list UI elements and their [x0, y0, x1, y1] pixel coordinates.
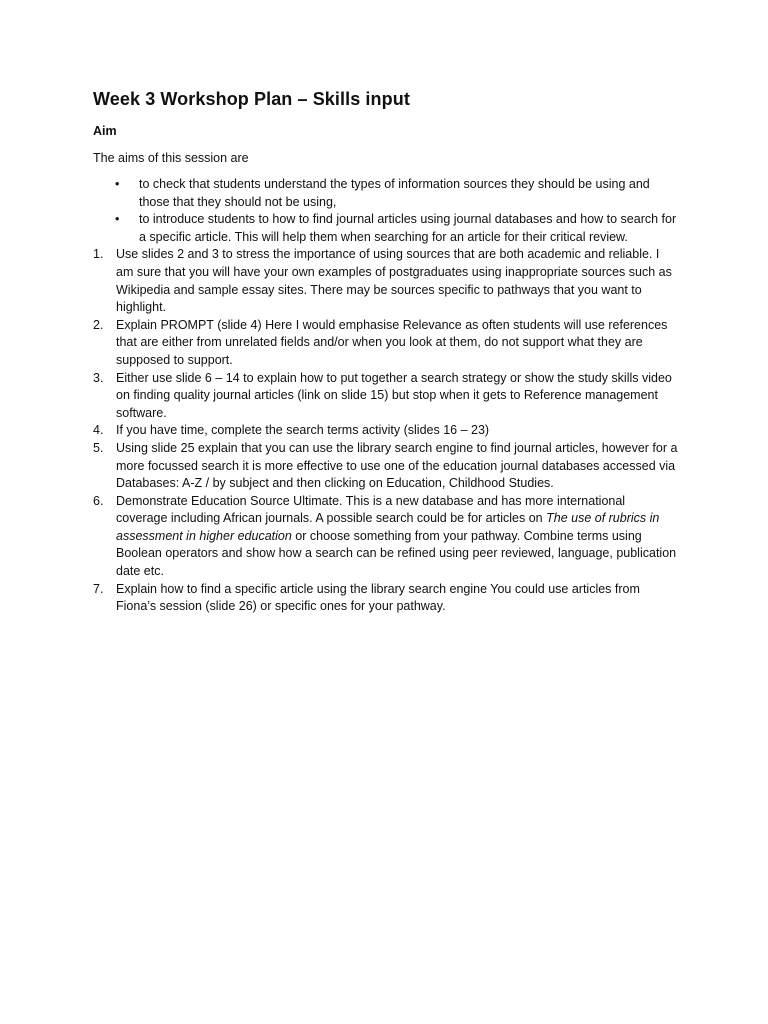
step-number: 1.	[93, 247, 104, 262]
step-text-italic: The use of rubrics in assessment in higher education	[116, 511, 660, 543]
steps-numbered-list	[93, 246, 678, 615]
step-text: Use slides 2 and 3 to stress the importance of using sources that are both academic and reliable. I am sure that you will have your own examples of postgraduates using inappropriate sources such as Wikipedia and sample essay sites. There may be sources specific to pathways that you want to highlight.	[116, 247, 672, 315]
step-text: Either use slide 6 – 14 to explain how to put together a search strategy or show the study skills video on finding quality journal articles (link on slide 15) but stop when it gets to Reference management software.	[116, 370, 672, 420]
step-number: 2.	[93, 317, 104, 332]
list-item	[93, 211, 678, 246]
step-number: 5.	[93, 440, 104, 455]
document-title: Week 3 Workshop Plan – Skills input	[93, 89, 410, 109]
aim-heading: Aim	[93, 124, 117, 138]
step-number: 4.	[93, 423, 104, 438]
list-item	[93, 317, 678, 370]
step-text-after: or choose something from your pathway. Combine terms using Boolean operators and show how a search can be refined using peer reviewed, language, publication date etc.	[116, 528, 677, 579]
list-item	[93, 581, 678, 616]
list-item	[93, 176, 678, 211]
list-item	[93, 370, 678, 423]
step-number: 3.	[93, 370, 104, 385]
document-page	[93, 86, 678, 616]
list-item	[93, 422, 678, 440]
aims-bullet-list	[93, 176, 678, 246]
step-text: Explain how to find a specific article using the library search engine You could use articles from Fiona’s session (slide 26) or specific ones for your pathway.	[116, 581, 640, 614]
step-text-before: Demonstrate Education Source Ultimate. This is a new database and has more international coverage including African journals. A possible search could be for articles on	[116, 493, 626, 526]
bullet-text: to check that students understand the types of information sources they should be using and those that they should not be using,	[139, 177, 650, 209]
list-item	[93, 246, 678, 316]
step-text: Using slide 25 explain that you can use the library search engine to find journal articles, however for a more focussed search it is more effective to use one of the education journal databases accessed via Databases: A-Z / by subject and then clicking on Education, Childhood Studies.	[116, 440, 678, 491]
list-item	[93, 440, 678, 493]
step-text: If you have time, complete the search terms activity (slides 16 – 23)	[116, 423, 490, 438]
step-number: 7.	[93, 581, 104, 596]
step-number: 6.	[93, 493, 104, 508]
list-item	[93, 493, 678, 581]
intro-paragraph: The aims of this session are	[93, 151, 249, 165]
bullet-icon: •	[115, 212, 120, 227]
bullet-icon: •	[115, 177, 120, 191]
bullet-text: to introduce students to how to find journal articles using journal databases and how to search for a specific article. This will help them when searching for an article for their critical review.	[139, 212, 677, 244]
step-text: Explain PROMPT (slide 4) Here I would emphasise Relevance as often students will use references that are either from unrelated fields and/or when you look at them, do not support what they are supposed to support.	[116, 317, 668, 367]
